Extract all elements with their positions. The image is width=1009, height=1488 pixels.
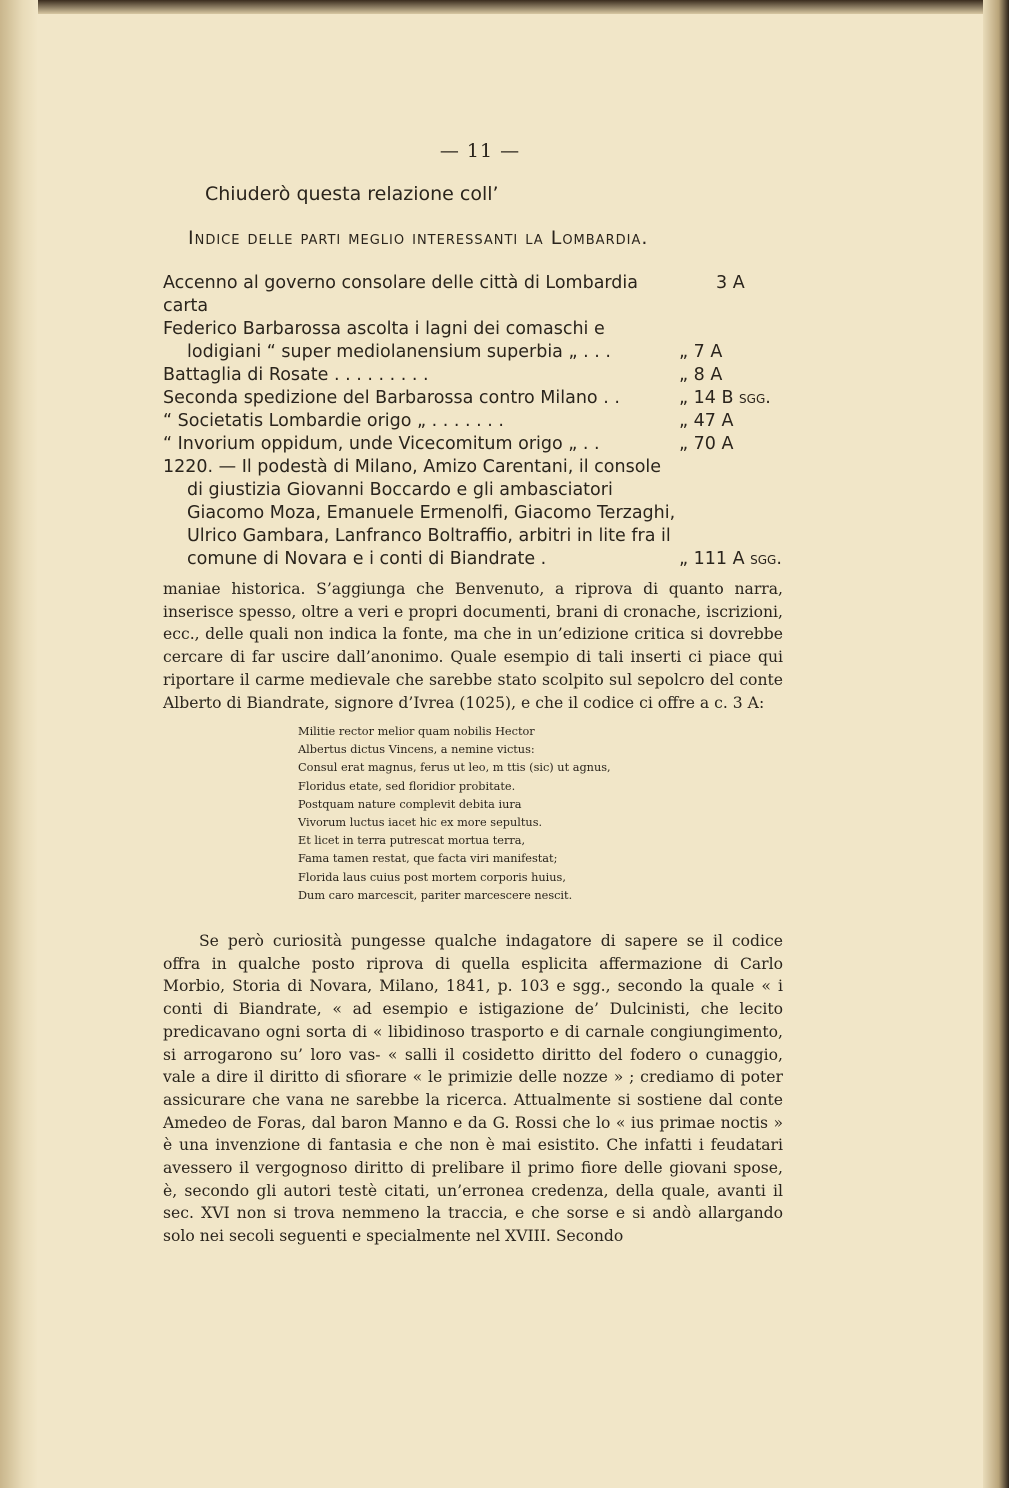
index-entry-text: “ Invorium oppidum, unde Vicecomitum origo „ . . — [163, 434, 600, 454]
paragraph-ius-primae-noctis — [163, 930, 783, 1248]
index-entry — [163, 456, 803, 571]
index-entry — [163, 410, 803, 433]
index-entry-ref: „ 47 A — [679, 411, 734, 431]
index-entry — [163, 272, 803, 318]
index-list — [163, 272, 803, 571]
index-entry-text: “ Societatis Lombardie origo „ . . . . . . . — [163, 411, 504, 431]
page-top-edge — [0, 0, 1009, 14]
poem-line: Postquam nature complevit debita iura — [298, 797, 522, 811]
page-right-edge — [983, 0, 1009, 1488]
poem-line: Dum caro marcescit, pariter marcescere nescit. — [298, 888, 573, 902]
index-entry-text: 1220. — Il podestà di Milano, Amizo Carentani, il console di giustizia Giovanni Boccardo e gli ambasciatori Giacomo Moza, Emanuele Ermenolfi, Giacomo Terzaghi, Ulrico Gambara, Lanfranco Boltraffio, arbitri in lite fra il comune di Novara e i conti di Biandrate . — [163, 457, 676, 569]
index-entry — [163, 318, 803, 364]
index-entry — [163, 364, 803, 387]
index-entry — [163, 433, 803, 456]
poem-line: Fama tamen restat, que facta viri manifestat; — [298, 852, 558, 866]
index-entry-text: Seconda spedizione del Barbarossa contro Milano . . — [163, 388, 620, 408]
poem-line: Florida laus cuius post mortem corporis huius, — [298, 870, 566, 884]
poem-line: Et licet in terra putrescat mortua terra, — [298, 834, 526, 848]
index-entry-ref: „ 14 B sgg. — [679, 388, 771, 408]
poem-line: Albertus dictus Vincens, a nemine victus: — [298, 743, 535, 757]
index-entry-text: Accenno al governo consolare delle città di Lombardia carta — [163, 273, 638, 316]
index-entry-ref: „ 111 A sgg. — [679, 549, 782, 569]
poem-line: Vivorum luctus iacet hic ex more sepultus. — [298, 816, 543, 830]
index-entry-ref: 3 A — [716, 273, 745, 293]
page-gutter — [0, 0, 38, 1488]
poem-line: Militie rector melior quam nobilis Hector — [298, 725, 535, 738]
intro-line: Chiuderò questa relazione coll’ — [205, 183, 499, 205]
paragraph-text: maniae historica. S’aggiunga che Benvenuto, a riprova di quanto narra, inserisce spesso, oltre a veri e propri documenti, brani di cronache, iscrizioni, ecc., delle quali non indica la fonte, ma che in un’edizione critica si dovrebbe cercare di far uscire dall’anonimo. Quale esempio di tali inserti ci piace qui riportare il carme medievale che sarebbe stato scolpito sul sepolcro del conte Alberto di Biandrate, signore d’Ivrea (1025), e che il codice ci offre a c. 3 A: — [163, 580, 783, 712]
paragraph-text: Se però curiosità pungesse qualche indagatore di sapere se il codice offra in qualche posto riprova di quella esplicita affermazione di Carlo Morbio, Storia di Novara, Milano, 1841, p. 103 e sgg., secondo la quale « i conti di Biandrate, « ad esempio e istigazione de’ Dulcinisti, che lecito predicavano ogni sorta di « libidinoso trasporto e di carnale congiungimento, si arrogarono su’ loro vas- « salli il cosidetto diritto del fodero o cunaggio, vale a dire il diritto di sfiorare « le primizie delle nozze » ; crediamo di poter assicurare che vana ne sarebbe la ricerca. Attualmente si sostiene dal conte Amedeo de Foras, dal baron Manno e da G. Rossi che lo « ius primae noctis » è una invenzione di fantasia e che non è mai esistito. Che infatti i feudatari avessero il vergognoso diritto di prelibare il primo fiore delle giovani spose, è, secondo gli autori testè citati, un’erronea credenza, della quale, avanti il sec. XVI non si trova nemmeno la traccia, e che sorse e si andò allargando solo nei secoli seguenti e specialmente nel XVIII. Secondo — [163, 932, 783, 1246]
index-entry-ref: „ 70 A — [679, 434, 734, 454]
poem-line: Floridus etate, sed floridior probitate. — [298, 779, 516, 793]
page-number: — 11 — — [439, 140, 521, 162]
paragraph-carme-intro — [163, 578, 783, 714]
index-entry-text: Federico Barbarossa ascolta i lagni dei comaschi e lodigiani “ super mediolanensium superbia „ . . . — [163, 319, 611, 362]
index-entry-text: Battaglia di Rosate . . . . . . . . . — [163, 365, 429, 385]
index-entry-ref: „ 8 A — [679, 365, 723, 385]
index-heading: Indice delle parti meglio interessanti la Lombardia. — [188, 227, 649, 249]
poem-line: Consul erat magnus, ferus ut leo, m ttis (sic) ut agnus, — [298, 761, 611, 775]
index-entry — [163, 387, 803, 410]
epitaph-poem — [298, 723, 738, 905]
index-entry-ref: „ 7 A — [679, 342, 723, 362]
